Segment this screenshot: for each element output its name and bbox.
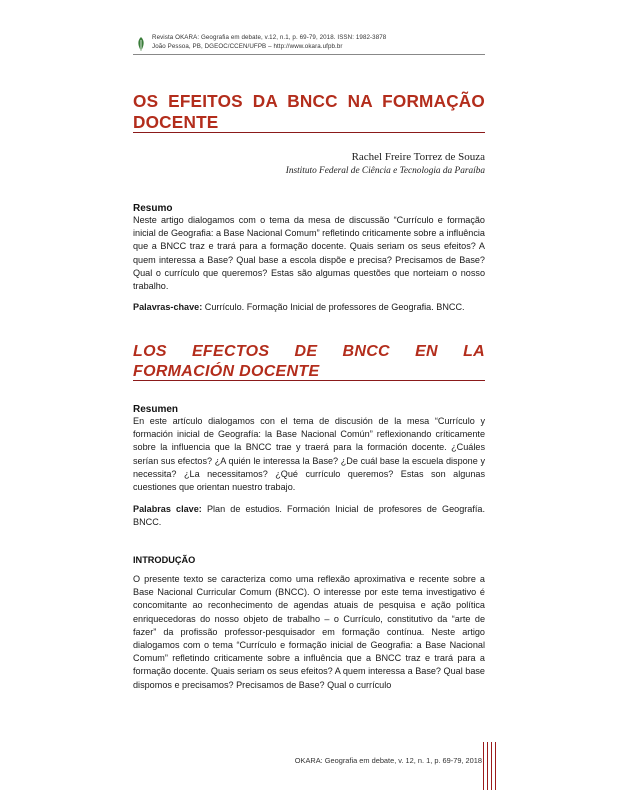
journal-location: João Pessoa, PB, DGEOC/CCEN/UFPB – http://www.okara.ufpb.br bbox=[152, 42, 343, 50]
author-name: Rachel Freire Torrez de Souza bbox=[351, 151, 485, 163]
keywords-pt-values: Currículo. Formação Inicial de professores de Geografia. BNCC. bbox=[204, 302, 465, 312]
keywords-pt-label: Palavras-chave: bbox=[133, 302, 203, 312]
intro-text: O presente texto se caracteriza como uma reflexão aproximativa e recente sobre a Base Nacional Curricular Comum (BNCC). O interesse por este tema investigativo é concomitante ao reconhecimento de agendas atuais de pesquisa e ação política enriquecedoras do nosso objeto de trabalho – o Currículo, constitutivo da “arte de fazer” da profissão professor-pesquisador em formação contínua. Neste artigo dialogamos com o tema “Currículo e formação inicial de Geografia: a Base Nacional Comum” refletindo criticamente sobre a influência que a BNCC traz e trará para a formação docente. Quais seriam os seus efeitos? A quem interessa a Base? Qual base dispomos e precisamos? Precisamos de Base? Qual o currículo bbox=[133, 574, 485, 690]
journal-header bbox=[152, 34, 386, 51]
keywords-pt bbox=[133, 301, 485, 314]
page-footer: OKARA: Geografia em debate, v. 12, n. 1, p. 69-79, 2018 bbox=[294, 756, 482, 765]
abstract-pt-text: Neste artigo dialogamos com o tema da mesa de discussão “Currículo e formação inicial de Geografia: a Base Nacional Comum” refletindo criticamente sobre a influência que a BNCC traz e trará para a formação docente. Quais seriam os seus efeitos? A quem interessa a Base? Qual base a escola dispõe e precisa? Precisamos de Base? Qual o currículo que queremos? Estas são algumas questões que norteiam o nosso trabalho. bbox=[133, 215, 485, 292]
article-title-pt: OS EFEITOS DA BNCC NA FORMAÇÃO DOCENTE bbox=[133, 91, 485, 132]
title-es-divider bbox=[133, 380, 485, 381]
abstract-es-text: En este artículo dialogamos con el tema de discusión de la mesa “Currículo y formación inicial de Geografía: la Base Nacional Común” reflexionando críticamente sobre la influencia que la BNCC trae y traerá para la formación docente. ¿Cuáles serían sus efectos? ¿A quién le interessa la Base? ¿De cuál base la escuela dispone y necessita? ¿La necessitamos? ¿Qué currículo queremos? Estas son algunas cuestiones que orientan nuestro trabajo. bbox=[133, 416, 485, 493]
author-affiliation: Instituto Federal de Ciência e Tecnologia da Paraíba bbox=[285, 166, 485, 176]
keywords-es bbox=[133, 503, 485, 529]
journal-citation: Revista OKARA: Geografia em debate, v.12, n.1, p. 69-79, 2018. ISSN: 1982-3878 bbox=[152, 34, 387, 41]
keywords-es-values: Plan de estudios. Formación Inicial de profesores de Geografía. BNCC. bbox=[133, 504, 485, 528]
article-title-es: LOS EFECTOS DE BNCC EN LA FORMACIÓN DOCENTE bbox=[133, 343, 485, 380]
abstract-pt-heading: Resumo bbox=[133, 203, 173, 214]
footer-decoration bbox=[483, 742, 497, 790]
title-pt-divider bbox=[133, 132, 485, 133]
abstract-es-heading: Resumen bbox=[133, 404, 179, 415]
keywords-es-label: Palabras clave: bbox=[133, 504, 202, 514]
intro-heading: INTRODUÇÃO bbox=[133, 555, 196, 565]
header-divider bbox=[133, 54, 485, 55]
journal-logo-icon bbox=[135, 36, 147, 52]
